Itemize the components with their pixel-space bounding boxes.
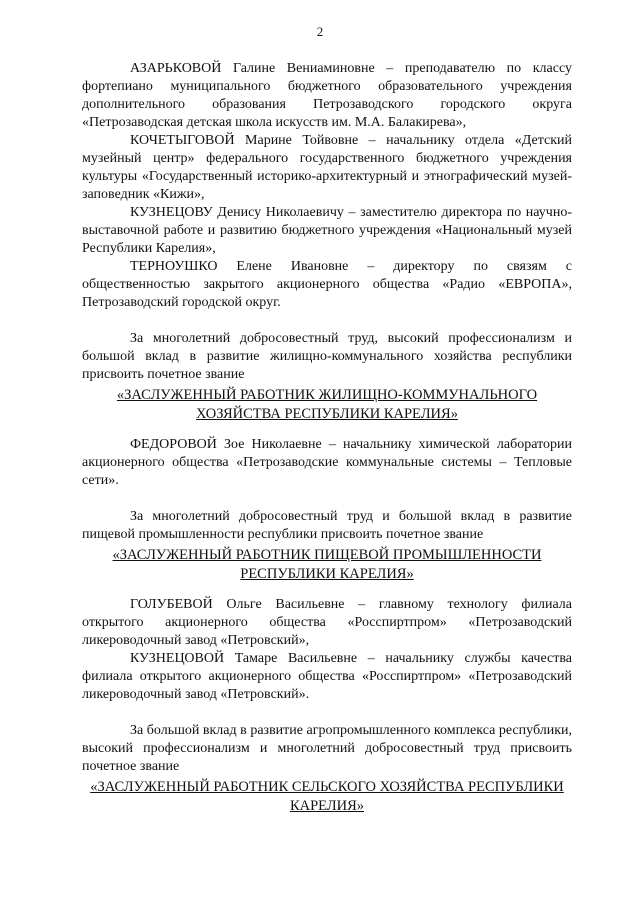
award-recipient: ФЕДОРОВОЙ Зое Николаевне – начальнику химической лаборатории акционерного общества «Петрозаводские коммунальные системы – Тепловые сети». [82,437,572,488]
award-recipient: КОЧЕТЫГОВОЙ Марине Тойвовне – начальнику отдела «Детский музейный центр» федерального государственного бюджетного учреждения культуры «Государственный историко-архитектурный и этнографический музей-заповедник «Кижи», [82,133,572,202]
page-number: 2 [316,24,324,39]
award-recipient: АЗАРЬКОВОЙ Галине Вениаминовне – преподавателю по классу фортепиано муниципального бюджетного образовательного учреждения дополнительного образования Петрозаводского городского округа «Петрозаводская детская школа искусств им. М.А. Балакирева», [82,61,572,130]
document-body [82,60,572,828]
award-intro: За большой вклад в развитие агропромышленного комплекса республики, высокий профессионализм и многолетний добросовестный труд присвоить почетное звание [82,723,572,774]
award-recipient: КУЗНЕЦОВУ Денису Николаевичу – заместителю директора по научно-выставочной работе и развитию бюджетного учреждения «Национальный музей Республики Карелия», [82,205,572,256]
award-title: «ЗАСЛУЖЕННЫЙ РАБОТНИК ЖИЛИЩНО-КОММУНАЛЬНОГО ХОЗЯЙСТВА РЕСПУБЛИКИ КАРЕЛИЯ» [116,387,538,422]
award-recipient: ГОЛУБЕВОЙ Ольге Васильевне – главному технологу филиала открытого акционерного общества «Росспиртпром» «Петрозаводский ликероводочный завод «Петровский», [82,597,572,648]
award-title: «ЗАСЛУЖЕННЫЙ РАБОТНИК ПИЩЕВОЙ ПРОМЫШЛЕННОСТИ РЕСПУБЛИКИ КАРЕЛИЯ» [112,547,542,582]
award-intro: За многолетний добросовестный труд и большой вклад в развитие пищевой промышленности республики присвоить почетное звание [82,509,572,542]
award-title: «ЗАСЛУЖЕННЫЙ РАБОТНИК СЕЛЬСКОГО ХОЗЯЙСТВА РЕСПУБЛИКИ КАРЕЛИЯ» [90,779,564,814]
award-intro: За многолетний добросовестный труд, высокий профессионализм и большой вклад в развитие жилищно-коммунального хозяйства республики присвоить почетное звание [82,331,572,382]
award-recipient: КУЗНЕЦОВОЙ Тамаре Васильевне – начальнику службы качества филиала открытого акционерного общества «Росспиртпром» «Петрозаводский ликероводочный завод «Петровский». [82,651,572,702]
award-recipient: ТЕРНОУШКО Елене Ивановне – директору по связям с общественностью закрытого акционерного общества «Радио «ЕВРОПА», Петрозаводский городской округ. [82,259,572,310]
